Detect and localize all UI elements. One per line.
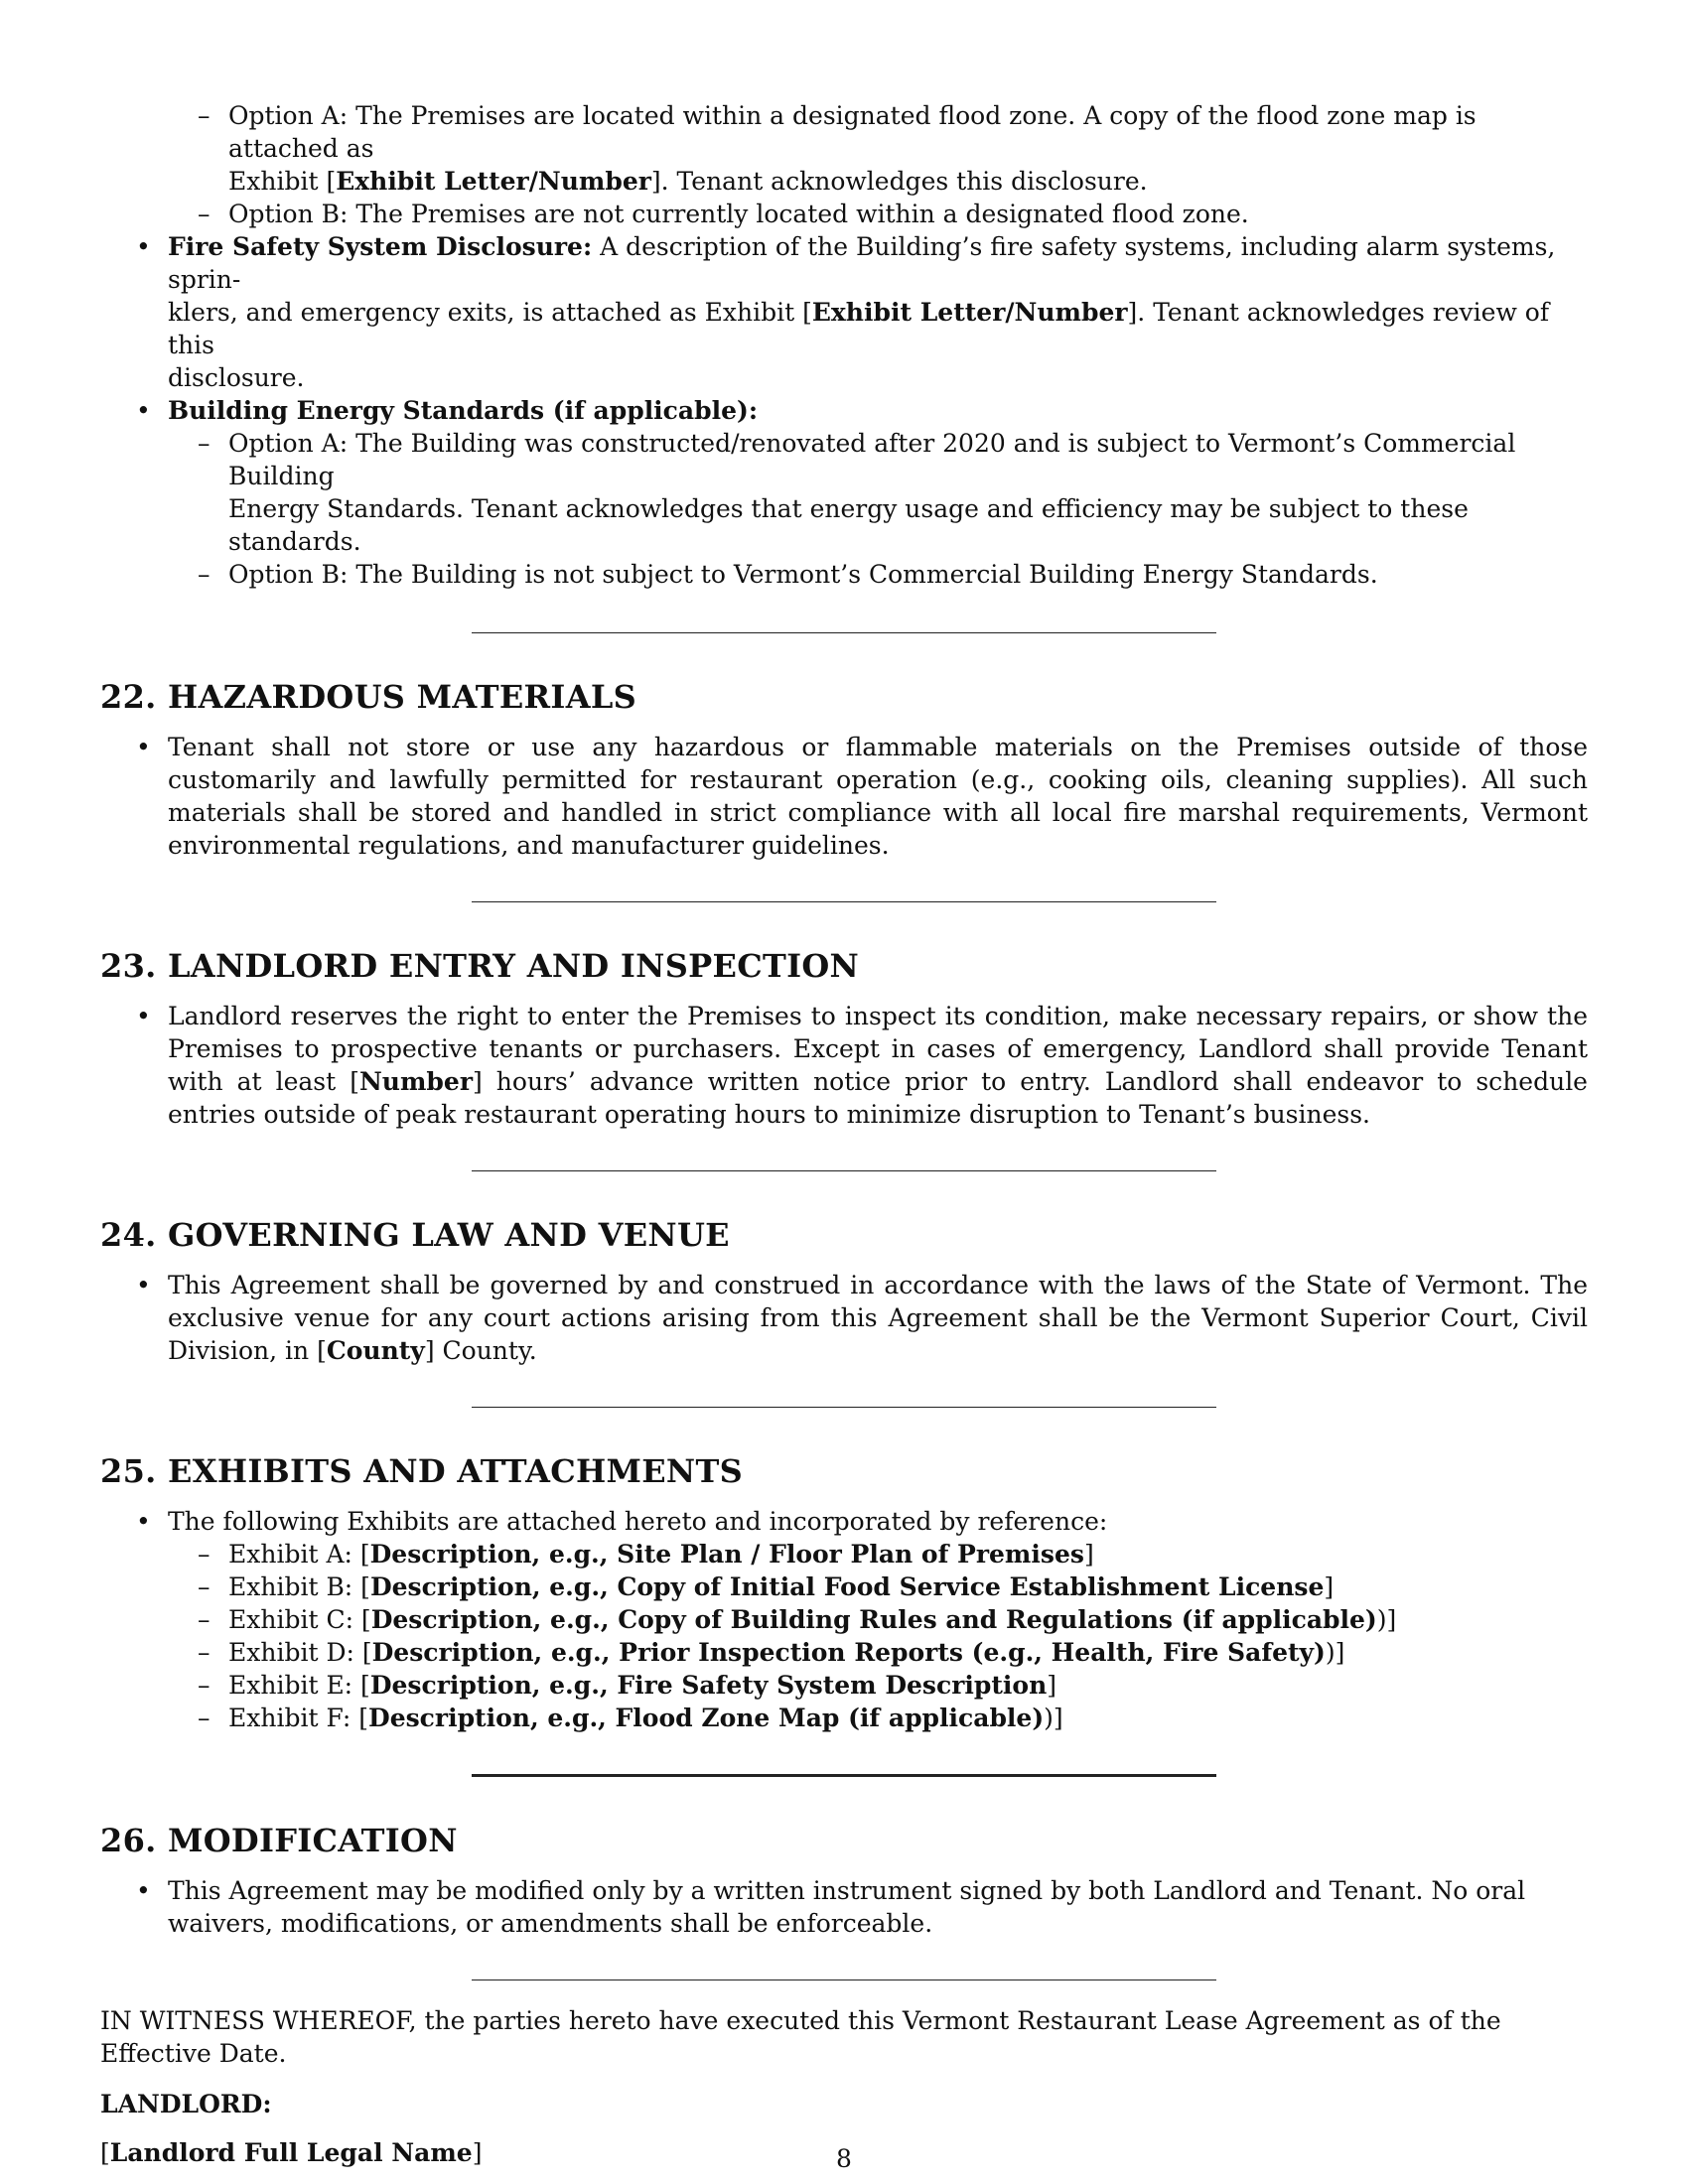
- list-text: Option A: The Premises are located within a designated flood zone. A copy of the flood zone map is attached as: [228, 101, 1477, 163]
- section-22-list: [100, 731, 1588, 862]
- placeholder-field: Description, e.g., Flood Zone Map (if applicable): [368, 1704, 1045, 1732]
- exhibit-item: [100, 1570, 1588, 1603]
- section-25-list: [100, 1505, 1588, 1734]
- witness-clause: IN WITNESS WHEREOF, the parties hereto have executed this Vermont Restaurant Lease Agreement as of the Effective Date.: [100, 2006, 1501, 2068]
- list-text: Exhibit C: [: [228, 1605, 371, 1634]
- list-text: A description of the Building’s fire safety systems, including alarm systems, sprin-: [168, 232, 1556, 294]
- item-label: Building Energy Standards (if applicable):: [168, 396, 759, 425]
- list-text: disclosure.: [168, 363, 305, 392]
- placeholder-field: Description, e.g., Site Plan / Floor Plan of Premises: [369, 1540, 1084, 1569]
- list-text: The following Exhibits are attached hereto and incorporated by reference:: [168, 1507, 1108, 1536]
- list-text: ]: [1047, 1671, 1057, 1700]
- list-item: [100, 1000, 1588, 1131]
- landlord-label: [100, 2088, 1588, 2120]
- list-text: Exhibit [: [228, 167, 337, 196]
- placeholder-field: County: [326, 1336, 425, 1365]
- section-heading-25: 25. EXHIBITS AND ATTACHMENTS: [100, 1452, 744, 1490]
- list-text: klers, and emergency exits, is attached as Exhibit [: [168, 298, 812, 327]
- placeholder-field: Number: [358, 1067, 473, 1096]
- section-heading-23: 23. LANDLORD ENTRY AND INSPECTION: [100, 947, 860, 985]
- exhibit-item: [100, 1538, 1588, 1570]
- placeholder-field: Exhibit Letter/Number: [811, 298, 1128, 327]
- document-page: [100, 99, 1588, 2169]
- energy-standards: [100, 394, 1588, 427]
- flood-option-a: [100, 99, 1588, 198]
- list-item: [100, 731, 1588, 862]
- section-divider: [472, 1979, 1216, 1980]
- list-item: [100, 1269, 1588, 1367]
- list-text: Option B: The Premises are not currently located within a designated flood zone.: [228, 200, 1249, 228]
- disclosure-list: [100, 99, 1588, 591]
- list-text: )]: [1044, 1704, 1063, 1732]
- section-heading-26: 26. MODIFICATION: [100, 1822, 458, 1859]
- section-divider: [472, 1170, 1216, 1171]
- section-heading-22: 22. HAZARDOUS MATERIALS: [100, 678, 637, 716]
- item-label: Fire Safety System Disclosure:: [168, 232, 593, 261]
- page-number: 8: [836, 2144, 852, 2173]
- section-heading-24: 24. GOVERNING LAW AND VENUE: [100, 1216, 730, 1254]
- list-text: [: [100, 2138, 110, 2167]
- section-divider: [472, 632, 1216, 633]
- signature-label: LANDLORD:: [100, 2090, 272, 2118]
- list-text: ]: [1324, 1572, 1335, 1601]
- list-text: Tenant shall not store or use any hazardous or flammable materials on the Premises outside of those customarily and lawfully permitted for restaurant operation (e.g., cooking oils, cleaning supplies). All such materials shall be stored and handled in strict compliance with all local fire marshal requirements, Vermont environmental regulations, and manufacturer guidelines.: [168, 733, 1588, 860]
- list-text: This Agreement may be modified only by a written instrument signed by both Landlord and Tenant. No oral waivers, modifications, or amendments shall be enforceable.: [168, 1876, 1526, 1938]
- exhibit-item: [100, 1636, 1588, 1669]
- section-24-list: [100, 1269, 1588, 1367]
- placeholder-field: Description, e.g., Prior Inspection Reports (e.g., Health, Fire Safety): [371, 1638, 1326, 1667]
- fire-safety-disclosure: [100, 230, 1588, 394]
- list-text: ]. Tenant acknowledges this disclosure.: [650, 167, 1148, 196]
- list-text: )]: [1376, 1605, 1397, 1634]
- section-divider: [472, 1407, 1216, 1408]
- section-divider: [472, 901, 1216, 902]
- list-text: ]. Tenant acknowledges review of this: [168, 298, 1550, 359]
- energy-option-a: [100, 427, 1588, 558]
- section-divider: [472, 1774, 1216, 1777]
- placeholder-field: Landlord Full Legal Name: [109, 2138, 473, 2167]
- list-text: Exhibit E: [: [228, 1671, 370, 1700]
- placeholder-field: Exhibit Letter/Number: [336, 167, 651, 196]
- exhibit-item: [100, 1669, 1588, 1702]
- list-text: Energy Standards. Tenant acknowledges that energy usage and efficiency may be subject to these standards.: [228, 494, 1469, 556]
- list-text: ]: [1083, 1540, 1094, 1569]
- list-text: ]: [472, 2138, 483, 2167]
- list-text: Exhibit D: [: [228, 1638, 372, 1667]
- list-text: ] hours’ advance written notice prior to entry. Landlord shall endeavor to schedule entries outside of peak restaurant operating hours to minimize disruption to Tenant’s business.: [168, 1067, 1588, 1129]
- placeholder-field: Description, e.g., Fire Safety System Description: [369, 1671, 1048, 1700]
- list-text: Landlord reserves the right to enter the Premises to inspect its condition, make necessary repairs, or show the Premises to prospective tenants or purchasers. Except in cases of emergency, Landlord shall provide Tenant with at least [: [168, 1002, 1588, 1096]
- list-item: [100, 1505, 1588, 1538]
- section-26-list: [100, 1874, 1588, 1940]
- list-text: Option B: The Building is not subject to Vermont’s Commercial Building Energy Standards.: [228, 560, 1378, 589]
- flood-option-b: [100, 198, 1588, 230]
- list-text: ] County.: [424, 1336, 537, 1365]
- list-text: Exhibit B: [: [228, 1572, 370, 1601]
- placeholder-field: Description, e.g., Copy of Initial Food Service Establishment License: [369, 1572, 1325, 1601]
- list-text: Exhibit A: [: [228, 1540, 370, 1569]
- list-text: Exhibit F: [: [228, 1704, 369, 1732]
- exhibit-item: [100, 1702, 1588, 1734]
- list-text: This Agreement shall be governed by and construed in accordance with the laws of the State of Vermont. The exclusive venue for any court actions arising from this Agreement shall be the Vermont Superior Court, Civil Division, in [: [168, 1271, 1588, 1365]
- placeholder-field: Description, e.g., Copy of Building Rules and Regulations (if applicable): [370, 1605, 1377, 1634]
- energy-option-b: [100, 558, 1588, 591]
- section-23-list: [100, 1000, 1588, 1131]
- exhibit-item: [100, 1603, 1588, 1636]
- list-text: Option A: The Building was constructed/renovated after 2020 and is subject to Vermont’s Commercial Building: [228, 429, 1516, 490]
- list-text: )]: [1325, 1638, 1345, 1667]
- list-item: [100, 1874, 1588, 1940]
